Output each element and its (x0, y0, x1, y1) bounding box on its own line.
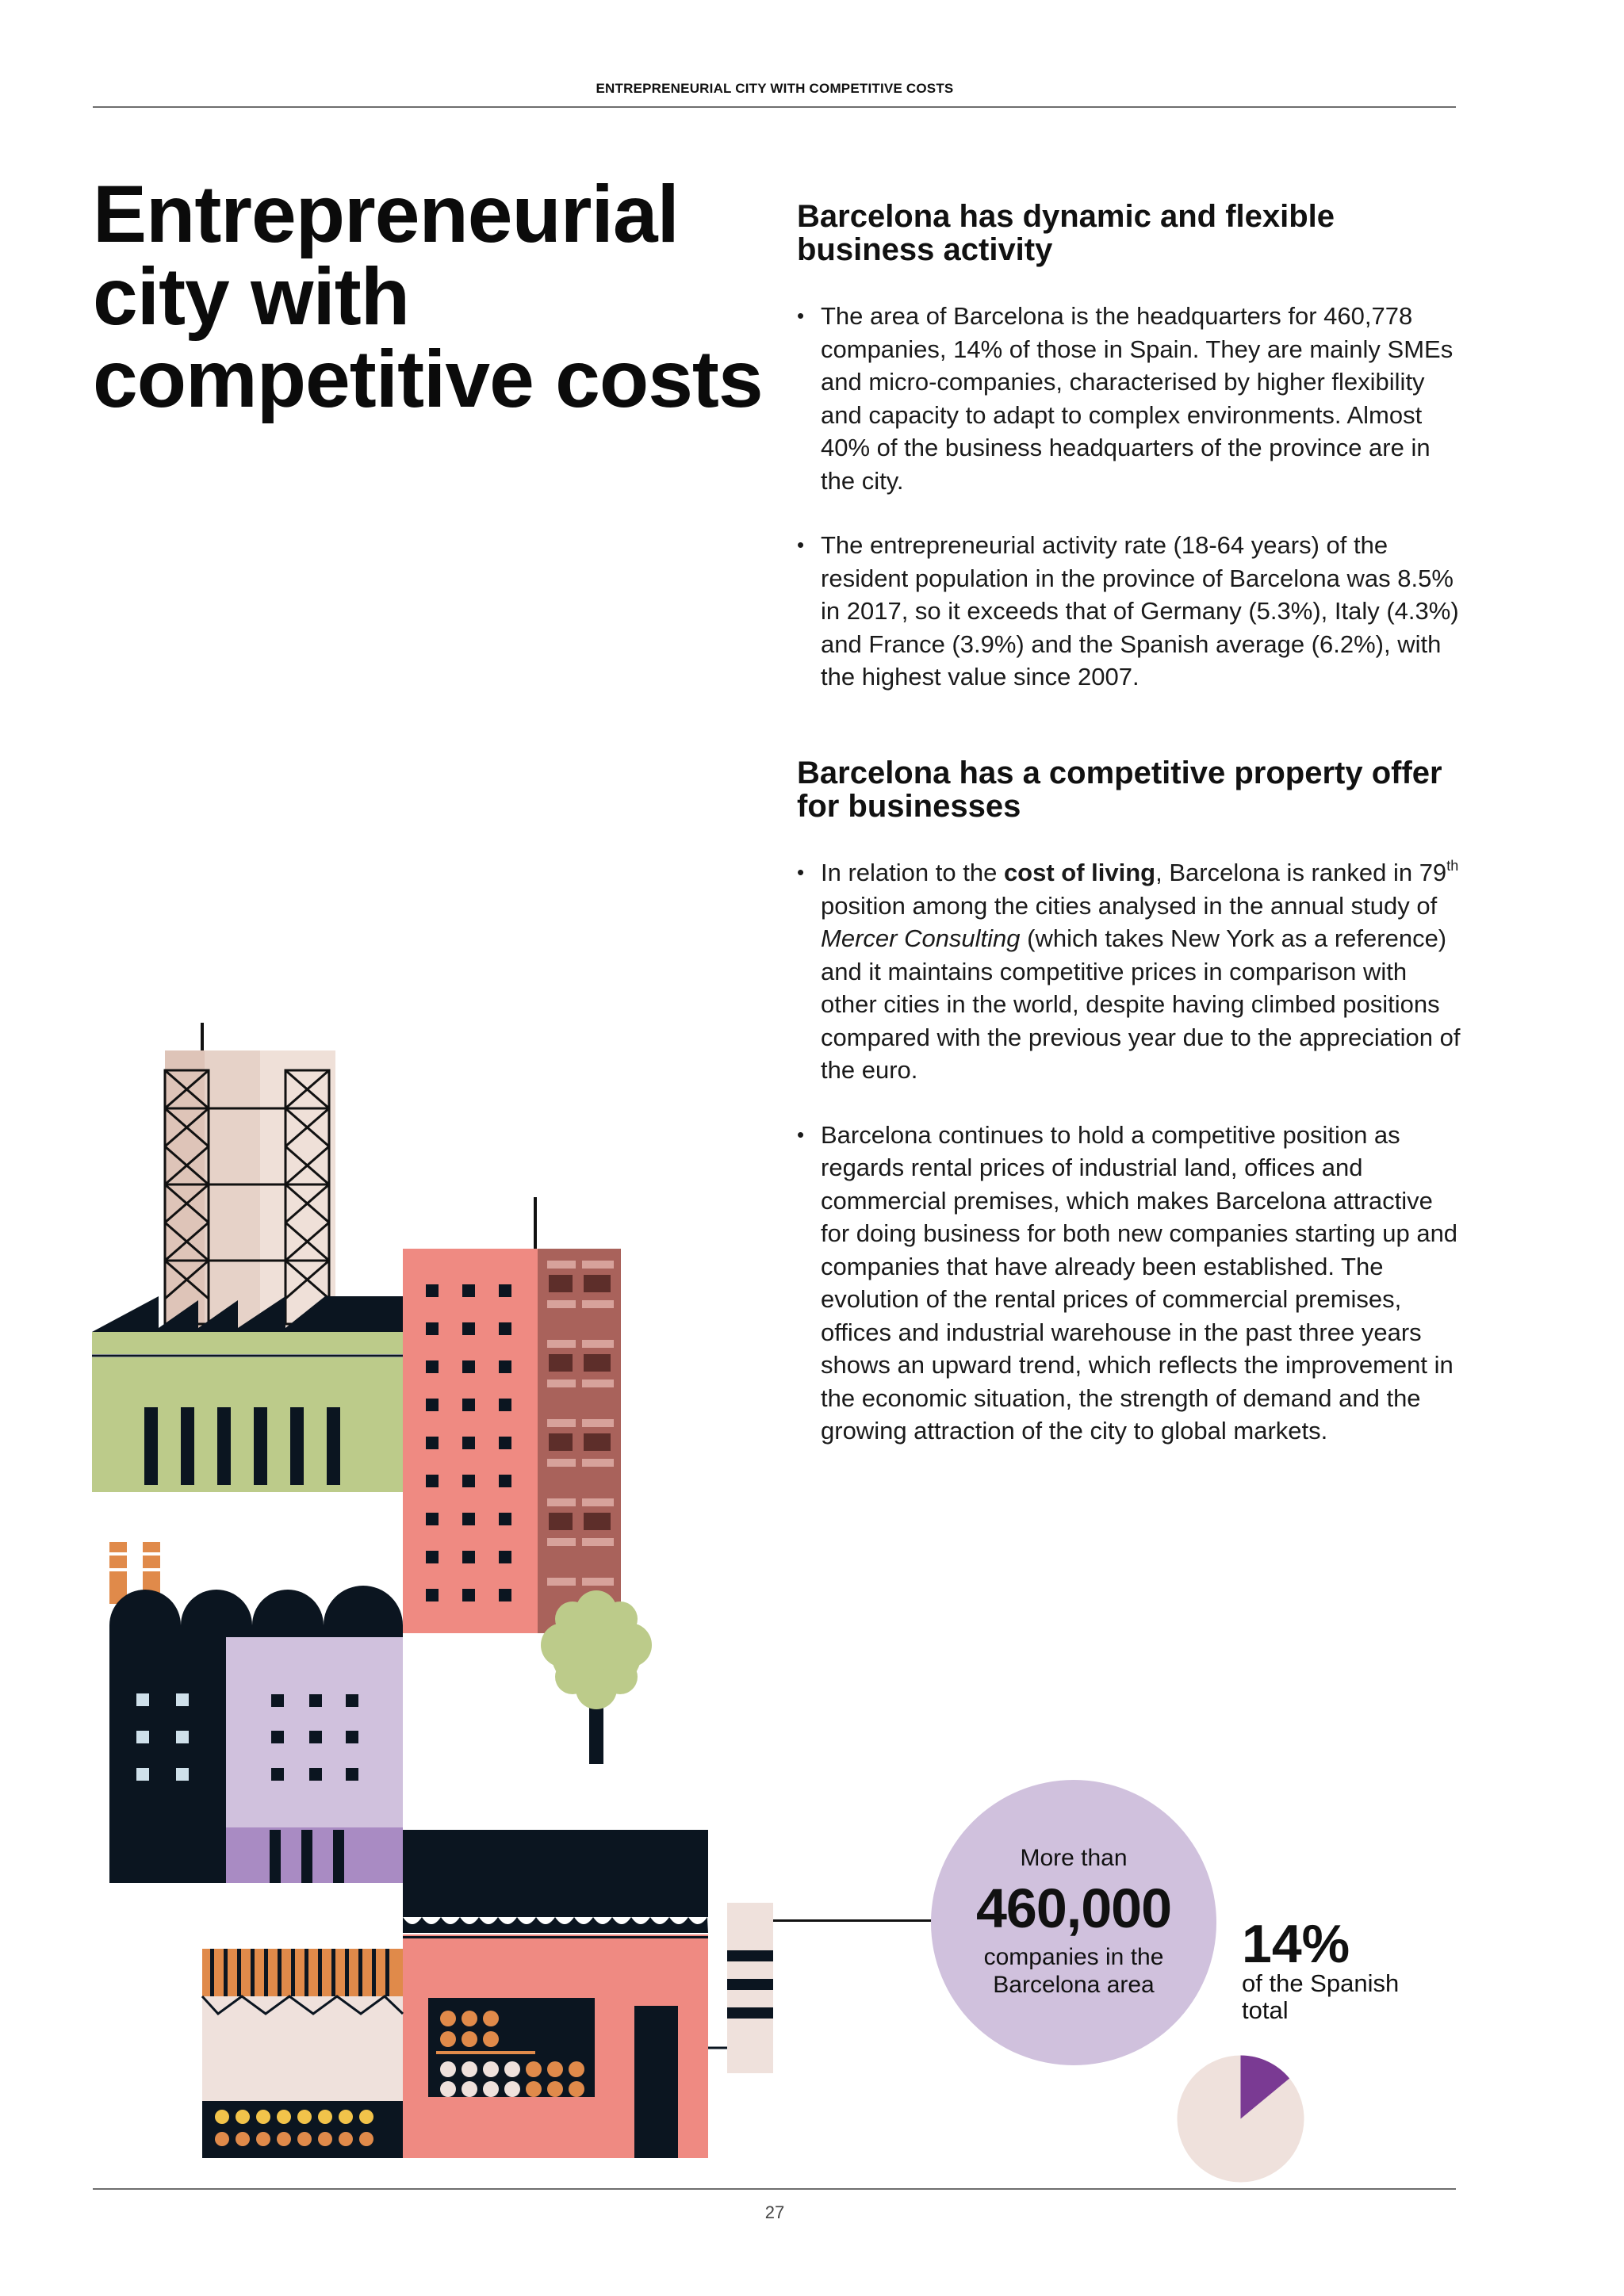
bold-term: cost of living (1003, 859, 1156, 886)
text-run: position among the cities analysed in the annual study of (821, 891, 1438, 920)
text-run: In relation to the (821, 859, 1004, 886)
title-line: Entrepreneurial (93, 169, 679, 259)
section-business-activity (797, 200, 1463, 694)
share-percentage: 14% (1242, 1914, 1350, 1974)
bullet-list (797, 300, 1463, 694)
title-line: competitive costs (93, 334, 763, 424)
page-title (93, 169, 791, 424)
city-buildings-illustration (87, 1023, 785, 2164)
running-header: ENTREPRENEURIAL CITY WITH COMPETITIVE COSTS (596, 81, 954, 96)
section-property-offer (797, 756, 1463, 1448)
bullet-item (797, 856, 1463, 1087)
italic-source: Mercer Consulting (821, 924, 1021, 952)
footer-rule (93, 2188, 1456, 2190)
heading-line: business activity (797, 232, 1053, 267)
heading-line: Barcelona has a competitive property offer (797, 756, 1442, 790)
ordinal-superscript: th (1446, 857, 1459, 874)
title-line: city with (93, 251, 410, 342)
header-rule (93, 106, 1456, 108)
bullet-item: • The entrepreneurial activity rate (18-64 years) of the resident population in the province of Barcelona was 8.5% in 2017, so it exceeds that of Germany (5.3%), Italy (4.3%) and France (3.9%) and the Spanish average (6.2%), with the highest value since 2007. (797, 529, 1463, 694)
companies-stat-circle (931, 1780, 1216, 2065)
stat-value: 460,000 (975, 1877, 1172, 1939)
stat-description: companies in the Barcelona area (983, 1944, 1164, 1998)
stat-prefix: More than (1020, 1845, 1128, 1871)
share-label: of the Spanish total (1242, 1969, 1400, 2024)
heading-line: Barcelona has dynamic and flexible (797, 199, 1335, 234)
heading-line: for businesses (797, 789, 1021, 824)
bullet-item: • Barcelona continues to hold a competitive position as regards rental prices of industrial land, offices and commercial premises, which makes Barcelona attractive for doing business for both new companies starting up and companies that have already been established. The evolution of the rental prices of commercial premises, offices and industrial warehouse in the past three years shows an upward trend, which reflects the improvement in the economic situation, the strength of demand and the growing attraction of the city to global markets. (797, 1119, 1463, 1448)
section-heading (797, 756, 1463, 823)
share-pie-chart (1175, 2053, 1306, 2184)
text-run: , Barcelona is ranked in 79 (1155, 859, 1447, 886)
bullet-list (797, 856, 1463, 1448)
callout-connector (773, 1919, 932, 1922)
text-run: (which takes New York as a reference) and it maintains competitive prices in comparison with other cities in the world, despite having climbed positions compared with the previous year due to the appreciation of the euro. (821, 924, 1461, 1084)
page-number: 27 (764, 2202, 785, 2222)
section-heading (797, 200, 1463, 266)
bullet-item: • The area of Barcelona is the headquarters for 460,778 companies, 14% of those in Spain. They are mainly SMEs and micro-companies, characterised by higher flexibility and capacity to adapt to complex environments. Almost 40% of the business headquarters of the province are in the city. (797, 300, 1463, 497)
